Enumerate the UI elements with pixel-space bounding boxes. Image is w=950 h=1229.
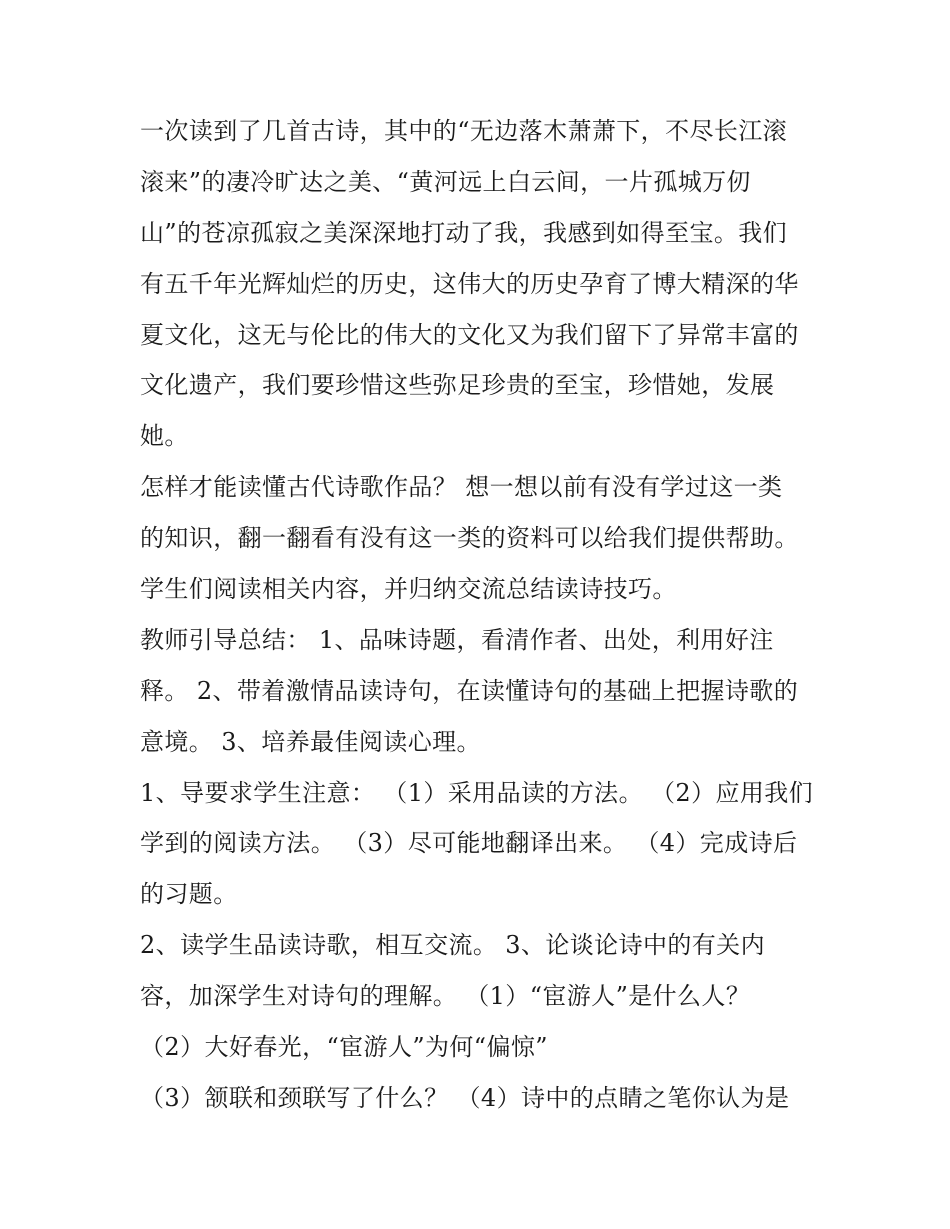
text-line: 的知识，翻一翻看有没有这一类的资料可以给我们提供帮助。 [140, 524, 799, 553]
text-line: 她。 [140, 422, 189, 451]
text-line: 意境。 3、培养最佳阅读心理。 [140, 727, 481, 756]
text-line: 滚来”的凄冷旷达之美、“黄河远上白云间，一片孤城万仞 [140, 167, 751, 196]
text-line: 教师引导总结： 1、品味诗题，看清作者、出处，利用好注 [140, 625, 774, 654]
text-line: 有五千年光辉灿烂的历史，这伟大的历史孕育了博大精深的华 [140, 269, 799, 298]
text-line: 山”的苍凉孤寂之美深深地打动了我，我感到如得至宝。我们 [140, 218, 788, 247]
text-line: 的习题。 [140, 880, 238, 909]
text-line: 怎样才能读懂古代诗歌作品？ 想一想以前有没有学过这一类 [140, 473, 783, 502]
text-line: 1、导要求学生注意： （1）采用品读的方法。 （2）应用我们 [140, 778, 814, 807]
text-line: 一次读到了几首古诗，其中的“无边落木萧萧下，不尽长江滚 [140, 117, 788, 145]
text-line: （2）大好春光，“宦游人”为何“偏惊” [140, 1033, 548, 1062]
text-line: 夏文化，这无与伦比的伟大的文化又为我们留下了异常丰富的 [140, 320, 799, 349]
text-line: 释。 2、带着激情品读诗句，在读懂诗句的基础上把握诗歌的 [140, 676, 799, 705]
text-line: 文化遗产，我们要珍惜这些弥足珍贵的至宝，珍惜她，发展 [140, 371, 775, 400]
text-line: 2、读学生品读诗歌，相互交流。 3、论谈论诗中的有关内 [140, 931, 765, 960]
text-line: （3）颔联和颈联写了什么？ （4）诗中的点睛之笔你认为是 [140, 1083, 790, 1112]
text-line: 容，加深学生对诗句的理解。 （1）“宦游人”是什么人？ [140, 982, 751, 1011]
text-line: 学生们阅读相关内容，并归纳交流总结读诗技巧。 [140, 575, 677, 604]
document-body [140, 106, 830, 1124]
text-line: 学到的阅读方法。 （3）尽可能地翻译出来。 （4）完成诗后 [140, 829, 798, 858]
